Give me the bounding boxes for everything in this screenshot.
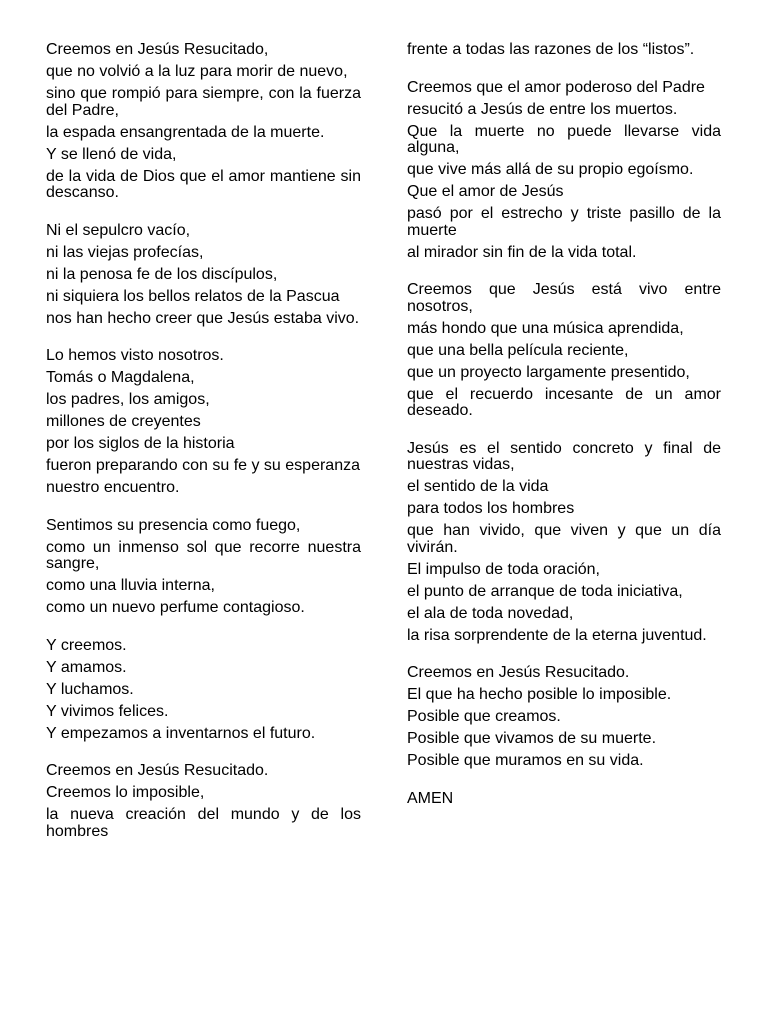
verse-line: Y creemos.	[46, 636, 127, 654]
verse-line: Creemos que el amor poderoso del Padre	[407, 78, 705, 96]
verse-line: pasó por el estrecho y triste pasillo de la muerte	[407, 205, 721, 239]
stanza	[407, 282, 721, 420]
stanza	[46, 42, 361, 202]
verse-line: para todos los hombres	[407, 500, 575, 517]
closing-amen: AMEN	[407, 789, 454, 807]
verse-line: al mirador sin fin de la vida total.	[407, 243, 637, 261]
verse-line: como un nuevo perfume contagioso.	[46, 599, 305, 616]
verse-line: el ala de toda novedad,	[407, 604, 574, 622]
verse-line: nos han hecho creer que Jesús estaba vivo.	[46, 309, 360, 327]
stanza	[407, 791, 721, 808]
verse-line: resucitó a Jesús de entre los muertos.	[407, 100, 678, 118]
verse-line: como una lluvia interna,	[46, 577, 215, 594]
verse-line: Que el amor de Jesús	[407, 183, 564, 200]
verse-line: Creemos lo imposible,	[46, 784, 205, 801]
verse-line: de la vida de Dios que el amor mantiene sin descanso.	[46, 167, 361, 201]
verse-line: Y empezamos a inventarnos el futuro.	[46, 724, 316, 742]
verse-line: fueron preparando con su fe y su esperanza	[46, 457, 360, 474]
verse-line: más hondo que una música aprendida,	[407, 319, 684, 337]
verse-line: Tomás o Magdalena,	[46, 369, 195, 386]
verse-line: el punto de arranque de toda iniciativa,	[407, 582, 683, 600]
stanza	[407, 42, 721, 59]
verse-line: Creemos en Jesús Resucitado.	[46, 762, 269, 779]
verse-line: Y luchamos.	[46, 680, 134, 698]
verse-line: que el recuerdo incesante de un amor deseado.	[407, 385, 721, 419]
stanza	[46, 348, 361, 497]
stanza	[46, 763, 361, 840]
verse-line: frente a todas las razones de los “listos”.	[407, 41, 695, 58]
verse-line: Ni el sepulcro vacío,	[46, 221, 191, 239]
stanza	[407, 80, 721, 262]
verse-line: Lo hemos visto nosotros.	[46, 347, 224, 364]
verse-line: Posible que muramos en su vida.	[407, 752, 644, 769]
verse-line: millones de creyentes	[46, 413, 201, 430]
verse-line: Creemos en Jesús Resucitado,	[46, 41, 269, 58]
right-column	[407, 42, 721, 828]
verse-line: Posible que vivamos de su muerte.	[407, 730, 657, 747]
verse-line: ni siquiera los bellos relatos de la Pascua	[46, 287, 340, 305]
stanza	[46, 223, 361, 328]
stanza	[46, 518, 361, 617]
verse-line: la nueva creación del mundo y de los hombres	[46, 806, 361, 840]
verse-line: que han vivido, que viven y que un día vivirán.	[407, 522, 721, 556]
verse-line: que una bella película reciente,	[407, 341, 629, 359]
verse-line: Creemos que Jesús está vivo entre nosotros,	[407, 281, 721, 315]
verse-line: sino que rompió para siempre, con la fuerza del Padre,	[46, 85, 361, 119]
verse-line: la risa sorprendente de la eterna juventud.	[407, 626, 707, 644]
verse-line: ni la penosa fe de los discípulos,	[46, 265, 278, 283]
verse-line: por los siglos de la historia	[46, 435, 235, 452]
verse-line: El impulso de toda oración,	[407, 560, 600, 578]
verse-line: Posible que creamos.	[407, 708, 561, 725]
verse-line: que vive más allá de su propio egoísmo.	[407, 161, 694, 178]
verse-line: Y amamos.	[46, 658, 127, 676]
verse-line: que no volvió a la luz para morir de nuevo,	[46, 63, 348, 80]
stanza	[407, 665, 721, 770]
verse-line: Y se llenó de vida,	[46, 145, 177, 163]
left-column	[46, 42, 361, 861]
verse-line: los padres, los amigos,	[46, 391, 210, 408]
verse-line: Creemos en Jesús Resucitado.	[407, 664, 630, 681]
verse-line: que un proyecto largamente presentido,	[407, 363, 690, 381]
stanza	[407, 441, 721, 645]
verse-line: el sentido de la vida	[407, 478, 549, 495]
verse-line: Que la muerte no puede llevarse vida alguna,	[407, 122, 721, 156]
stanza	[46, 638, 361, 743]
verse-line: nuestro encuentro.	[46, 479, 180, 496]
verse-line: Y vivimos felices.	[46, 702, 169, 720]
verse-line: El que ha hecho posible lo imposible.	[407, 686, 672, 703]
verse-line: la espada ensangrentada de la muerte.	[46, 123, 325, 141]
verse-line: como un inmenso sol que recorre nuestra sangre,	[46, 538, 361, 572]
verse-line: Jesús es el sentido concreto y final de nuestras vidas,	[407, 439, 721, 473]
verse-line: ni las viejas profecías,	[46, 243, 204, 261]
verse-line: Sentimos su presencia como fuego,	[46, 516, 301, 534]
